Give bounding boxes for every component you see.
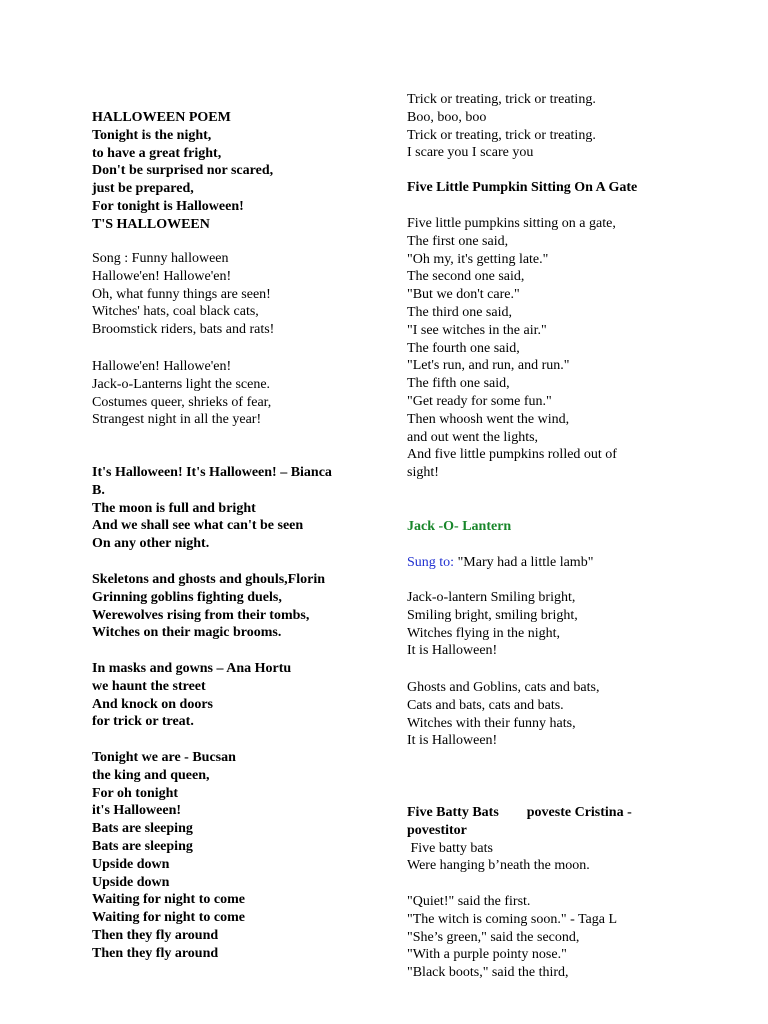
poem-line: Five batty bats <box>407 840 493 856</box>
batty-bats-title-part1: Five Batty Bats <box>407 805 499 820</box>
poem-line: for trick or treat. <box>92 714 194 730</box>
poem-line: Were hanging b’neath the moon. <box>407 858 590 874</box>
poem-line: "With a purple pointy nose." <box>407 947 567 963</box>
poem-line: It is Halloween! <box>407 733 498 749</box>
its-halloween-stanza4 <box>92 749 372 963</box>
poem-line: The third one said, <box>407 304 512 320</box>
poem-line: Then they fly around <box>92 945 219 961</box>
jack-o-lantern-title: Jack -O- Lantern <box>407 519 512 534</box>
poem-line: Cats and bats, cats and bats. <box>407 697 564 713</box>
poem-line: just be prepared, <box>92 181 194 197</box>
poem-line: And five little pumpkins rolled out of <box>407 447 617 463</box>
funny-halloween-song <box>92 250 372 339</box>
poem-line: Jack-o-lantern Smiling bright, <box>407 590 576 605</box>
poem-line: Upside down <box>92 856 170 872</box>
song-line: Boo, boo, boo <box>407 109 487 125</box>
poem-line: The first one said, <box>407 233 509 249</box>
sung-to-label: Sung to: <box>407 555 455 570</box>
trick-or-treating <box>407 91 707 162</box>
its-halloween-stanza2 <box>92 571 372 642</box>
halloween-poem-title: HALLOWEEN POEM <box>92 110 231 125</box>
five-pumpkins-title-block <box>407 179 707 197</box>
poem-line: Five little pumpkins sitting on a gate, <box>407 216 616 231</box>
poem-line: The moon is full and bright <box>92 500 256 516</box>
poem-line: "I see witches in the air." <box>407 322 547 338</box>
poem-line: Ghosts and Goblins, cats and bats, <box>407 680 600 695</box>
poem-line: "Let's run, and run, and run." <box>407 358 570 374</box>
poem-line: "Oh my, it's getting late." <box>407 251 549 267</box>
ts-halloween-heading: T'S HALLOWEEN <box>92 216 210 232</box>
poem-line: the king and queen, <box>92 767 210 783</box>
poem-line: Tonight is the night, <box>92 127 212 143</box>
poem-line: In masks and gowns – Ana Hortu <box>92 661 292 676</box>
its-halloween-stanza3 <box>92 660 372 731</box>
poem-line: Don't be surprised nor scared, <box>92 163 274 179</box>
poem-line: Then whoosh went the wind, <box>407 411 570 427</box>
poem-line: For oh tonight <box>92 785 179 801</box>
poem-line: Bats are sleeping <box>92 838 193 854</box>
song-line: Oh, what funny things are seen! <box>92 286 271 302</box>
poem-line: Werewolves rising from their tombs, <box>92 607 310 623</box>
poem-line: Upside down <box>92 874 170 890</box>
poem-line: Grinning goblins fighting duels, <box>92 589 282 605</box>
jack-o-lantern-stanza1 <box>407 589 707 660</box>
poem-line: For tonight is Halloween! <box>92 198 244 214</box>
poem-line: Waiting for night to come <box>92 910 245 926</box>
poem-line: "The witch is coming soon." - Taga L <box>407 911 618 927</box>
song-line: Trick or treating, trick or treating. <box>407 127 596 143</box>
poem-line: The fifth one said, <box>407 376 510 392</box>
batty-bats-title <box>407 804 707 822</box>
five-pumpkins-poem <box>407 215 707 482</box>
poem-line: "Black boots," said the third, <box>407 965 569 981</box>
poem-line: The fourth one said, <box>407 340 520 356</box>
poem-line: It is Halloween! <box>407 643 498 659</box>
halloween-poem <box>92 109 372 234</box>
its-halloween-title-cont: B. <box>92 482 105 498</box>
song-line: Trick or treating, trick or treating. <box>407 92 596 107</box>
batty-bats-stanza2 <box>407 893 707 982</box>
poem-line: On any other night. <box>92 536 210 552</box>
poem-line: Waiting for night to come <box>92 892 245 908</box>
poem-line: "She’s green," said the second, <box>407 929 580 945</box>
batty-bats-title-part2: poveste Cristina - <box>526 805 632 820</box>
poem-line: The second one said, <box>407 269 525 285</box>
funny-halloween-stanza2 <box>92 358 372 429</box>
poem-line: and out went the lights, <box>407 429 539 445</box>
song-line: Jack-o-Lanterns light the scene. <box>92 376 271 392</box>
its-halloween-title: It's Halloween! It's Halloween! – Bianca <box>92 465 332 480</box>
poem-line: we haunt the street <box>92 678 206 694</box>
poem-line: sight! <box>407 465 439 481</box>
jack-o-lantern-stanza2 <box>407 679 707 750</box>
poem-line: it's Halloween! <box>92 803 182 819</box>
its-halloween-poem <box>92 464 372 553</box>
poem-line: Witches on their magic brooms. <box>92 625 282 641</box>
poem-line: to have a great fright, <box>92 145 222 161</box>
poem-line: "But we don't care." <box>407 287 520 303</box>
poem-line: Witches with their funny hats, <box>407 715 576 731</box>
batty-bats-title-cont: povestitor <box>407 822 467 838</box>
poem-line: "Get ready for some fun." <box>407 393 552 409</box>
song-line: Song : Funny halloween <box>92 251 229 266</box>
poem-line: And knock on doors <box>92 696 213 712</box>
song-line: Strangest night in all the year! <box>92 412 262 428</box>
poem-line: Witches flying in the night, <box>407 625 561 641</box>
poem-line: Tonight we are - Bucsan <box>92 750 236 765</box>
jack-o-lantern-title-block <box>407 518 707 536</box>
poem-line: Smiling bright, smiling bright, <box>407 607 578 623</box>
five-pumpkins-title: Five Little Pumpkin Sitting On A Gate <box>407 180 638 195</box>
sung-to-line <box>407 554 707 572</box>
poem-line: "Quiet!" said the first. <box>407 894 531 909</box>
song-line: Witches' hats, coal black cats, <box>92 304 259 320</box>
song-line: Hallowe'en! Hallowe'en! <box>92 268 232 284</box>
sung-to-value: "Mary had a little lamb" <box>454 555 594 570</box>
song-line: Costumes queer, shrieks of fear, <box>92 394 272 410</box>
poem-line: And we shall see what can't be seen <box>92 518 304 534</box>
poem-line: Bats are sleeping <box>92 821 193 837</box>
song-line: Hallowe'en! Hallowe'en! <box>92 359 232 374</box>
poem-line: Skeletons and ghosts and ghouls,Florin <box>92 572 326 587</box>
poem-line: Then they fly around <box>92 927 219 943</box>
five-batty-bats <box>407 804 707 875</box>
song-line: I scare you I scare you <box>407 145 534 161</box>
song-line: Broomstick riders, bats and rats! <box>92 322 275 338</box>
